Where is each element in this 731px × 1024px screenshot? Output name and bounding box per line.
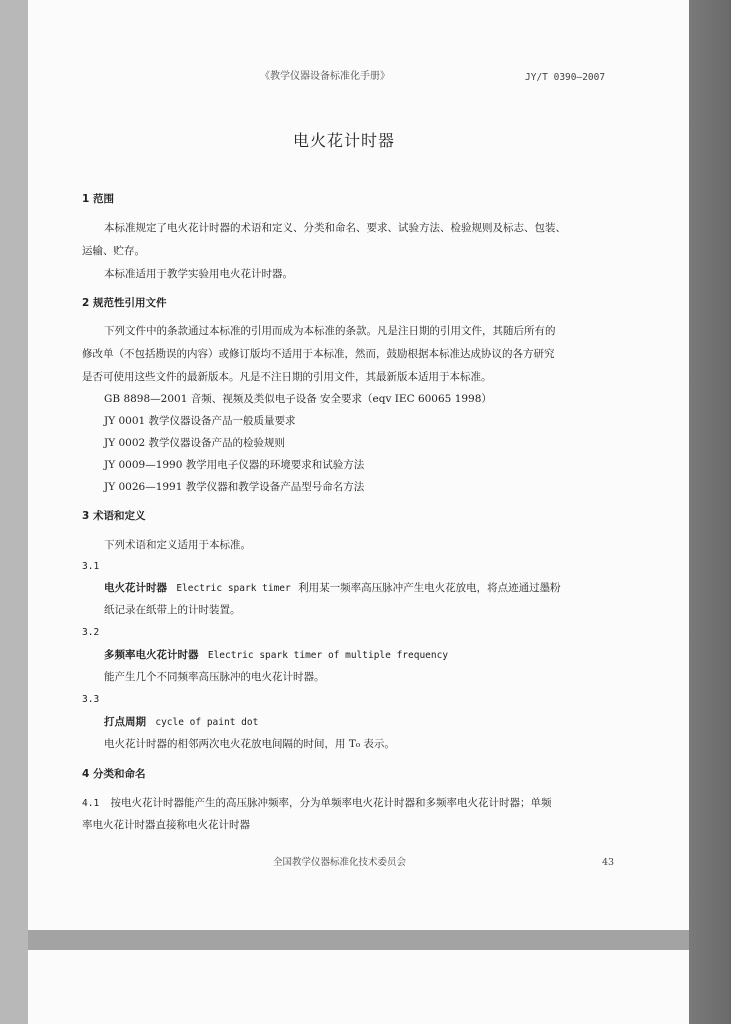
term-number: 3.2 [82,627,100,638]
term-definition: 利用某一频率高压脉冲产生电火花放电，将点迹通过墨粉 [298,582,561,594]
term-entry [104,715,258,730]
term-definition: 能产生几个不同频率高压脉冲的电火花计时器。 [104,671,325,683]
term-definition-continued: 纸记录在纸带上的计时装置。 [104,604,241,616]
reference-item: JY 0002 教学仪器设备产品的检验规则 [104,437,286,449]
page-gap [28,930,689,950]
clause-text-continued: 率电火花计时器直接称电火花计时器 [82,819,250,831]
section-2-paragraph-line: 修改单（不包括勘误的内容）或修订版均不适用于本标准，然而，鼓励根据本标准达成协议的各方研究 [82,348,555,360]
section-4-clause [82,796,552,811]
footer-organization: 全国教学仪器标准化技术委员会 [273,857,407,868]
term-english: Electric spark timer of multiple frequency [207,650,449,661]
term-entry [104,581,561,596]
section-1-paragraph-line: 本标准规定了电火花计时器的术语和定义、分类和命名、要求、试验方法、检验规则及标志、包装、 [104,222,566,234]
term-english: Electric spark timer [176,583,291,594]
page-title: 电火花计时器 [293,131,396,150]
term-number: 3.3 [82,694,100,705]
page-number: 43 [602,857,615,868]
term-english: cycle of paint dot [155,717,259,728]
section-3-intro: 下列术语和定义适用于本标准。 [104,539,251,551]
section-2-heading: 2 规范性引用文件 [82,297,167,309]
reference-item: GB 8898—2001 音频、视频及类似电子设备 安全要求（eqv IEC 60065 1998） [104,393,492,405]
term-definition: 电火花计时器的相邻两次电火花放电间隔的时间，用 T₀ 表示。 [104,738,395,750]
next-page [28,950,689,1024]
section-1-paragraph: 本标准适用于教学实验用电火花计时器。 [104,268,293,280]
running-header-left: 《教学仪器设备标准化手册》 [260,71,390,82]
term-name: 多频率电火花计时器 [104,649,199,661]
reference-item: JY 0026—1991 教学仪器和教学设备产品型号命名方法 [104,481,365,493]
standard-number: JY/T 0390—2007 [525,72,606,83]
reference-item: JY 0009—1990 教学用电子仪器的环境要求和试验方法 [104,459,365,471]
section-1-heading: 1 范围 [82,193,114,205]
section-2-paragraph-line: 下列文件中的条款通过本标准的引用而成为本标准的条款。凡是注日期的引用文件，其随后所有的 [104,325,556,337]
reference-item: JY 0001 教学仪器设备产品一般质量要求 [104,415,296,427]
section-2-paragraph-line: 是否可使用这些文件的最新版本。凡是不注日期的引用文件，其最新版本适用于本标准。 [82,371,492,383]
section-3-heading: 3 术语和定义 [82,510,146,522]
term-name: 电火花计时器 [104,582,167,594]
document-page [28,0,689,930]
section-1-paragraph-line: 运输、贮存。 [82,245,145,257]
term-name: 打点周期 [104,716,146,728]
clause-text: 按电火花计时器能产生的高压脉冲频率，分为单频率电火花计时器和多频率电火花计时器；单频 [110,797,552,809]
term-number: 3.1 [82,561,100,572]
section-4-heading: 4 分类和命名 [82,768,146,780]
clause-number: 4.1 [82,798,100,809]
term-entry [104,648,448,663]
